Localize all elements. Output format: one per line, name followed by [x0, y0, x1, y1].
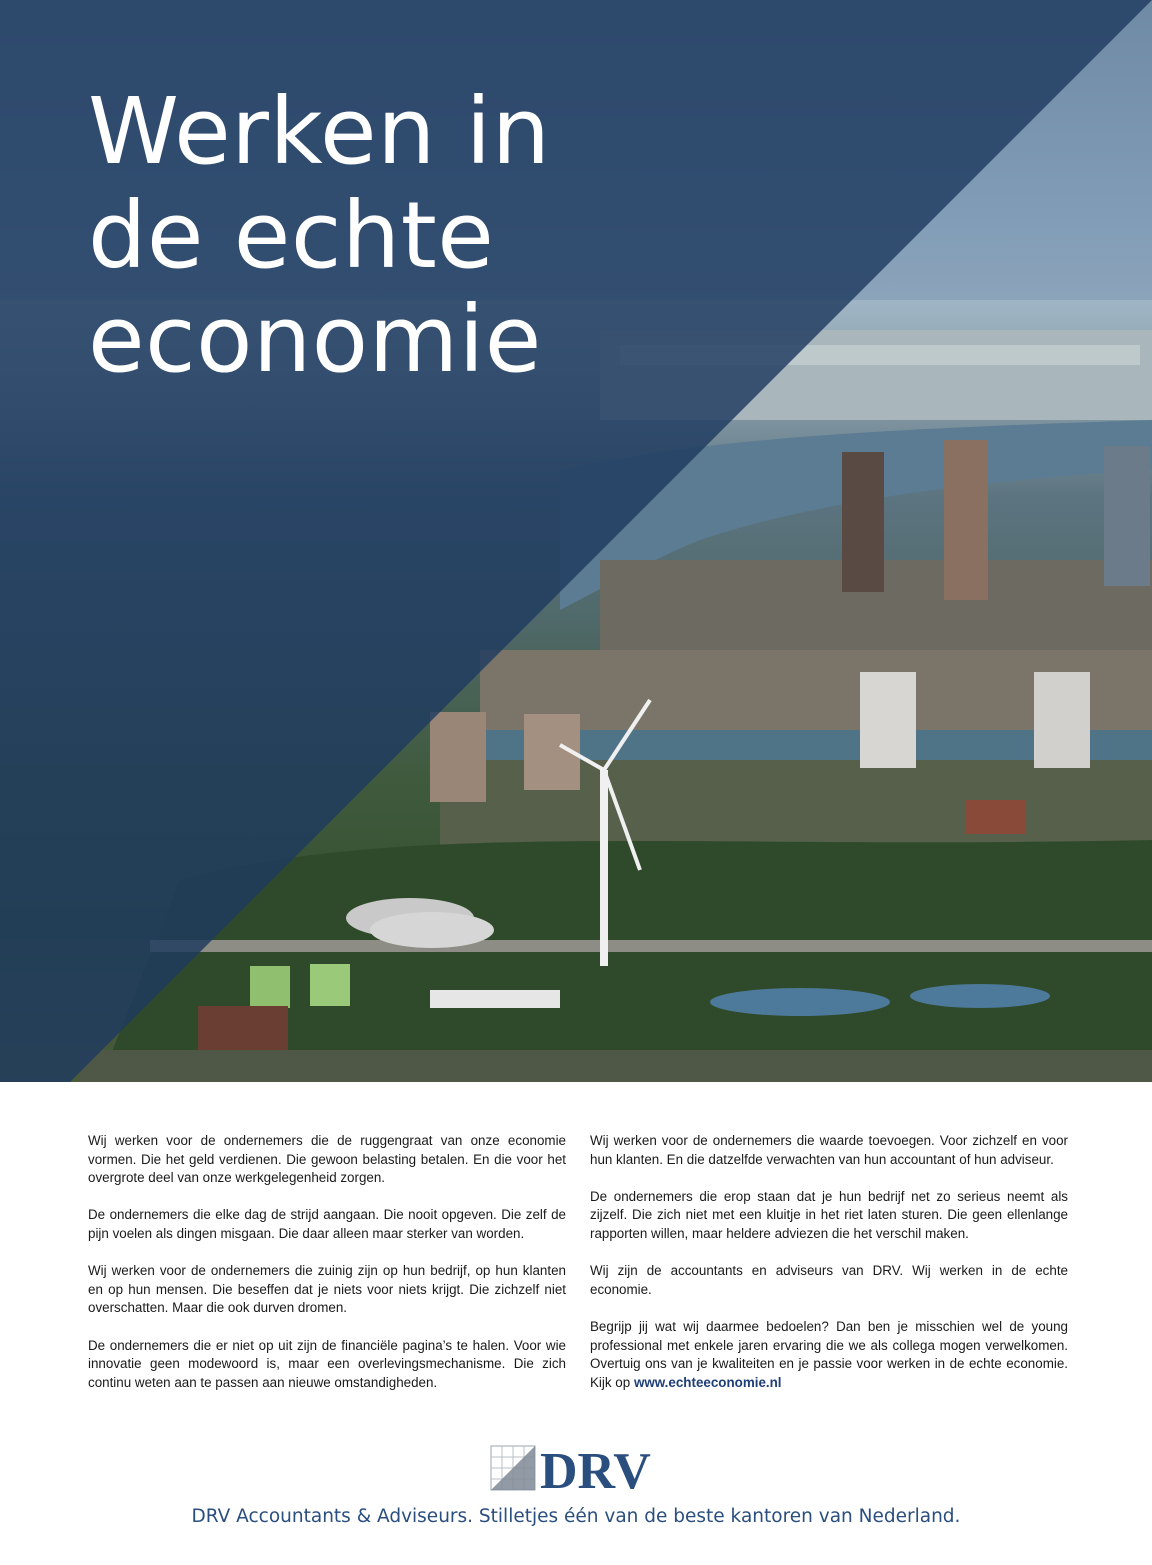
closing-text: Begrijp jij wat wij daarmee bedoelen? Dan ben je misschien wel de young professional met enkele jaren ervaring die we als collega mogen verwelkomen. Overtuig ons van je kwaliteiten en je passie voor werken in de echte economie. Kijk op — [590, 1318, 1068, 1390]
headline-line-1: Werken in — [88, 78, 551, 185]
website-link[interactable]: www.echteeconomie.nl — [633, 1374, 782, 1390]
closing-paragraph — [590, 1318, 1068, 1392]
right-paragraph-3: Wij zijn de accountants en adviseurs van DRV. Wij werken in de echte economie. — [590, 1263, 1068, 1297]
right-paragraph-1: Wij werken voor de ondernemers die waarde toevoegen. Voor zichzelf en voor hun klanten. En die datzelfde verwachten van hun accountant of hun adviseur. — [590, 1133, 1068, 1167]
drv-logo-text: DRV — [540, 1443, 651, 1492]
drv-logo-mark — [490, 1442, 662, 1492]
headline-line-3: economie — [88, 286, 542, 393]
left-paragraph-2: De ondernemers die elke dag de strijd aangaan. Die nooit opgeven. Die zelf de pijn voelen als dingen misgaan. Die daar alleen maar sterker van worden. — [88, 1207, 566, 1241]
tagline: DRV Accountants & Adviseurs. Stilletjes één van de beste kantoren van Nederland. — [191, 1506, 961, 1527]
left-paragraph-4: De ondernemers die er niet op uit zijn de financiële pagina’s te halen. Voor wie innovatie geen modewoord is, maar een overlevingsmechanisme. Die zich continu weten aan te passen aan nieuwe omstandigheden. — [88, 1337, 566, 1390]
headline-line-2: de echte — [88, 182, 495, 289]
right-paragraph-2: De ondernemers die erop staan dat je hun bedrijf net zo serieus neemt als zijzelf. Die zich niet met een kluitje in het riet laten sturen. Die geen ellenlange rapporten willen, maar heldere adviezen die het verschil maken. — [590, 1188, 1068, 1241]
headline — [88, 80, 551, 392]
left-column — [88, 1132, 566, 1411]
left-paragraph-3: Wij werken voor de ondernemers die zuinig zijn op hun bedrijf, op hun klanten en op hun mensen. Die beseffen dat je niets voor niets krijgt. Die zichzelf niet overschatten. Maar die ook durven dromen. — [88, 1263, 566, 1316]
left-paragraph-1: Wij werken voor de ondernemers die de ruggengraat van onze economie vormen. Die het geld verdienen. Die gewoon belasting betalen. En die voor het overgrote deel van onze werkgelegenheid zorgen. — [88, 1133, 566, 1186]
drv-logo — [490, 1442, 662, 1492]
right-column — [590, 1132, 1068, 1411]
